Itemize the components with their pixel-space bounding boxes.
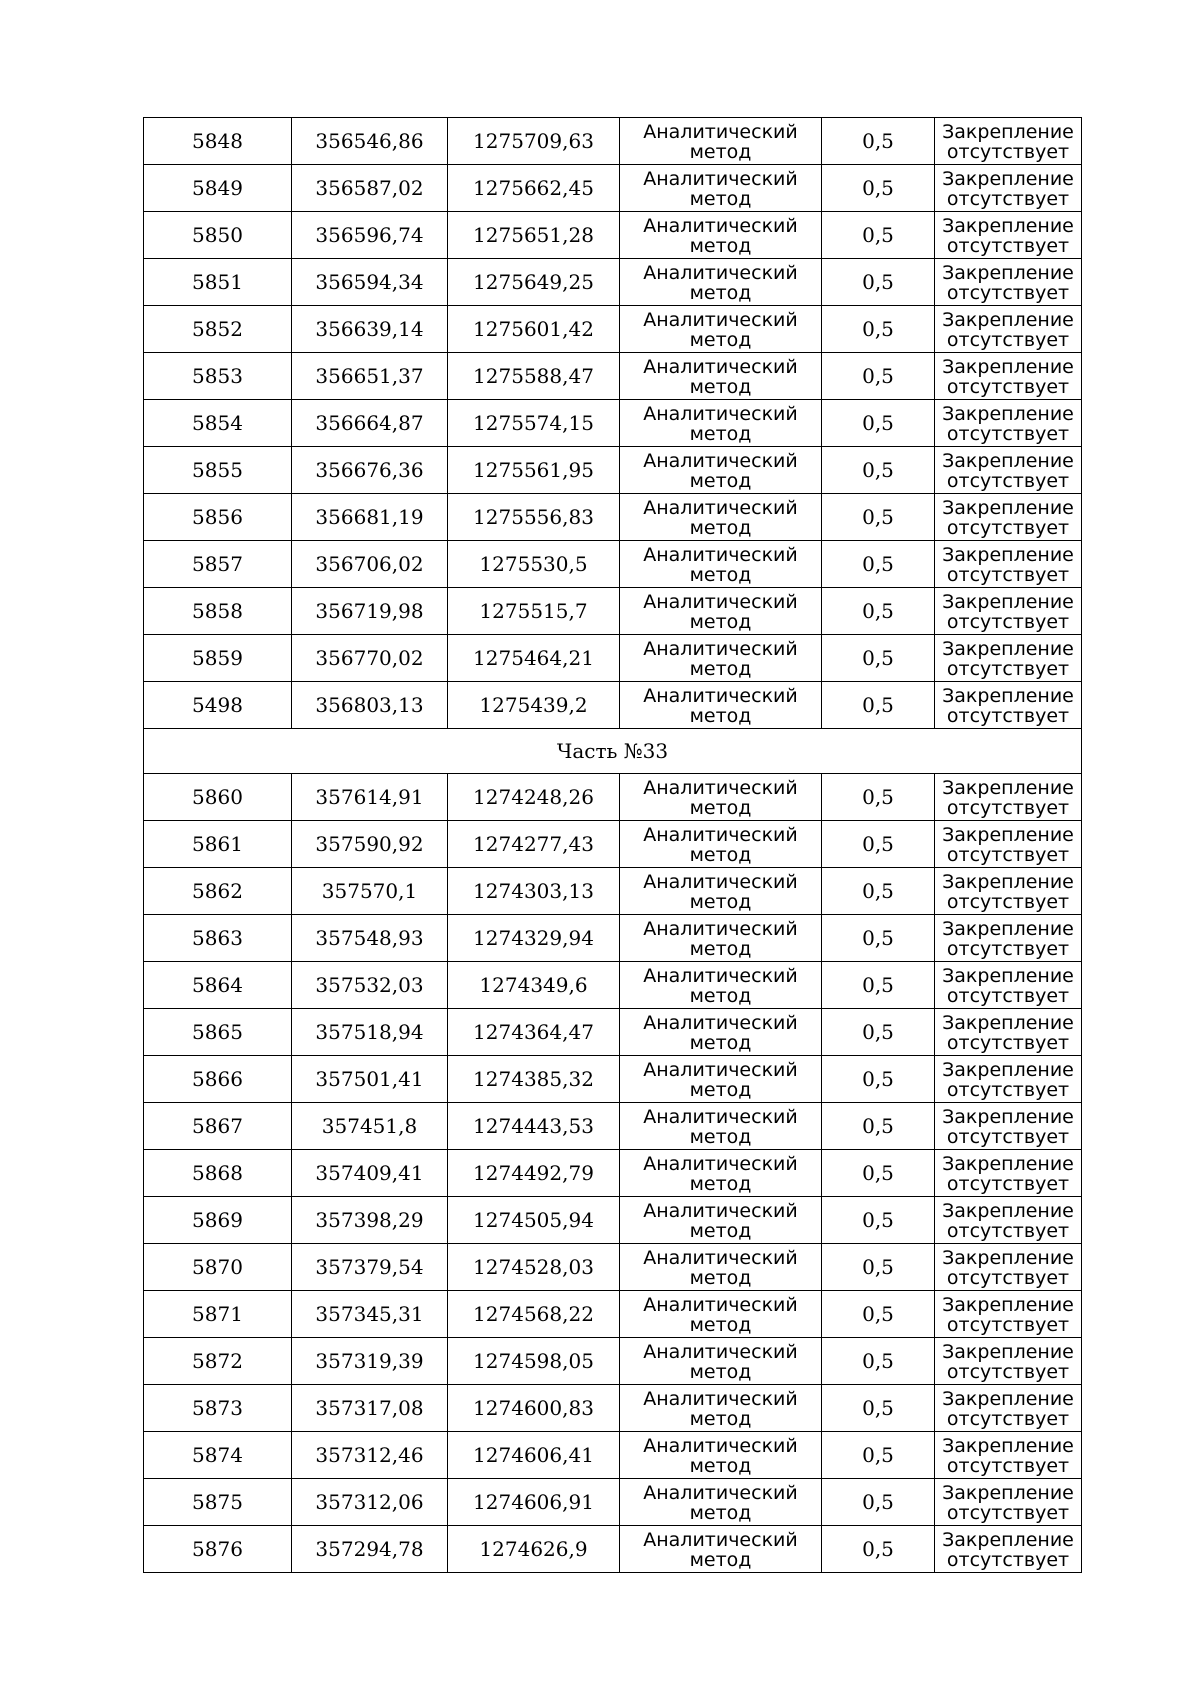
table-row xyxy=(144,1056,1082,1103)
cell-coordinate-x: 357317,08 xyxy=(292,1385,448,1432)
table-row xyxy=(144,1385,1082,1432)
table-row xyxy=(144,1432,1082,1479)
cell-method: Аналитический метод xyxy=(620,1244,822,1291)
cell-fixing: Закрепление отсутствует xyxy=(935,212,1082,259)
table-row xyxy=(144,1526,1082,1573)
cell-method: Аналитический метод xyxy=(620,1197,822,1244)
cell-coordinate-x: 357398,29 xyxy=(292,1197,448,1244)
cell-coordinate-x: 356587,02 xyxy=(292,165,448,212)
cell-fixing: Закрепление отсутствует xyxy=(935,1479,1082,1526)
cell-coordinate-x: 357409,41 xyxy=(292,1150,448,1197)
cell-accuracy: 0,5 xyxy=(822,821,935,868)
cell-accuracy: 0,5 xyxy=(822,259,935,306)
cell-point-number: 5861 xyxy=(144,821,292,868)
cell-method: Аналитический метод xyxy=(620,1385,822,1432)
cell-fixing: Закрепление отсутствует xyxy=(935,774,1082,821)
cell-coordinate-y: 1274568,22 xyxy=(448,1291,620,1338)
cell-coordinate-y: 1275556,83 xyxy=(448,494,620,541)
cell-coordinate-x: 357312,46 xyxy=(292,1432,448,1479)
cell-fixing: Закрепление отсутствует xyxy=(935,1385,1082,1432)
cell-coordinate-x: 356664,87 xyxy=(292,400,448,447)
cell-point-number: 5867 xyxy=(144,1103,292,1150)
cell-accuracy: 0,5 xyxy=(822,682,935,729)
cell-coordinate-y: 1275649,25 xyxy=(448,259,620,306)
cell-point-number: 5850 xyxy=(144,212,292,259)
table-row xyxy=(144,1103,1082,1150)
cell-method: Аналитический метод xyxy=(620,306,822,353)
table-row xyxy=(144,588,1082,635)
cell-point-number: 5859 xyxy=(144,635,292,682)
table-row xyxy=(144,1479,1082,1526)
table-row xyxy=(144,212,1082,259)
cell-accuracy: 0,5 xyxy=(822,1009,935,1056)
section-label: Часть №33 xyxy=(144,729,1082,774)
cell-coordinate-x: 356651,37 xyxy=(292,353,448,400)
cell-method: Аналитический метод xyxy=(620,962,822,1009)
cell-coordinate-x: 357319,39 xyxy=(292,1338,448,1385)
section-header-row xyxy=(144,729,1082,774)
cell-method: Аналитический метод xyxy=(620,774,822,821)
cell-coordinate-x: 356594,34 xyxy=(292,259,448,306)
cell-accuracy: 0,5 xyxy=(822,1150,935,1197)
cell-point-number: 5868 xyxy=(144,1150,292,1197)
cell-coordinate-x: 356803,13 xyxy=(292,682,448,729)
cell-method: Аналитический метод xyxy=(620,447,822,494)
cell-coordinate-y: 1274492,79 xyxy=(448,1150,620,1197)
cell-fixing: Закрепление отсутствует xyxy=(935,541,1082,588)
cell-accuracy: 0,5 xyxy=(822,868,935,915)
cell-accuracy: 0,5 xyxy=(822,1291,935,1338)
cell-fixing: Закрепление отсутствует xyxy=(935,447,1082,494)
cell-accuracy: 0,5 xyxy=(822,1056,935,1103)
cell-accuracy: 0,5 xyxy=(822,774,935,821)
cell-coordinate-y: 1274598,05 xyxy=(448,1338,620,1385)
cell-fixing: Закрепление отсутствует xyxy=(935,1244,1082,1291)
cell-method: Аналитический метод xyxy=(620,682,822,729)
cell-method: Аналитический метод xyxy=(620,400,822,447)
cell-accuracy: 0,5 xyxy=(822,353,935,400)
cell-fixing: Закрепление отсутствует xyxy=(935,118,1082,165)
cell-accuracy: 0,5 xyxy=(822,1244,935,1291)
cell-coordinate-y: 1275464,21 xyxy=(448,635,620,682)
table-row xyxy=(144,1150,1082,1197)
cell-fixing: Закрепление отсутствует xyxy=(935,494,1082,541)
cell-point-number: 5854 xyxy=(144,400,292,447)
cell-point-number: 5866 xyxy=(144,1056,292,1103)
table-row xyxy=(144,306,1082,353)
cell-accuracy: 0,5 xyxy=(822,962,935,1009)
table-row xyxy=(144,635,1082,682)
cell-accuracy: 0,5 xyxy=(822,1103,935,1150)
cell-point-number: 5851 xyxy=(144,259,292,306)
cell-fixing: Закрепление отсутствует xyxy=(935,1009,1082,1056)
cell-method: Аналитический метод xyxy=(620,1338,822,1385)
cell-accuracy: 0,5 xyxy=(822,1432,935,1479)
cell-point-number: 5858 xyxy=(144,588,292,635)
cell-method: Аналитический метод xyxy=(620,541,822,588)
cell-point-number: 5860 xyxy=(144,774,292,821)
cell-fixing: Закрепление отсутствует xyxy=(935,353,1082,400)
table-row xyxy=(144,1197,1082,1244)
cell-point-number: 5875 xyxy=(144,1479,292,1526)
cell-accuracy: 0,5 xyxy=(822,447,935,494)
cell-point-number: 5498 xyxy=(144,682,292,729)
cell-coordinate-y: 1274606,41 xyxy=(448,1432,620,1479)
cell-accuracy: 0,5 xyxy=(822,1479,935,1526)
cell-coordinate-x: 357570,1 xyxy=(292,868,448,915)
table-row xyxy=(144,821,1082,868)
table-row xyxy=(144,165,1082,212)
cell-coordinate-y: 1275588,47 xyxy=(448,353,620,400)
cell-accuracy: 0,5 xyxy=(822,165,935,212)
cell-coordinate-y: 1274364,47 xyxy=(448,1009,620,1056)
cell-coordinate-y: 1274385,32 xyxy=(448,1056,620,1103)
coordinates-table-body xyxy=(144,118,1082,1573)
cell-fixing: Закрепление отсутствует xyxy=(935,1432,1082,1479)
cell-coordinate-y: 1275515,7 xyxy=(448,588,620,635)
cell-method: Аналитический метод xyxy=(620,1526,822,1573)
cell-coordinate-x: 357614,91 xyxy=(292,774,448,821)
table-row xyxy=(144,915,1082,962)
table-row xyxy=(144,1244,1082,1291)
cell-coordinate-x: 357379,54 xyxy=(292,1244,448,1291)
cell-method: Аналитический метод xyxy=(620,1009,822,1056)
cell-fixing: Закрепление отсутствует xyxy=(935,1291,1082,1338)
cell-point-number: 5857 xyxy=(144,541,292,588)
cell-coordinate-y: 1275530,5 xyxy=(448,541,620,588)
cell-accuracy: 0,5 xyxy=(822,1526,935,1573)
cell-fixing: Закрепление отсутствует xyxy=(935,400,1082,447)
coordinates-table xyxy=(143,117,1082,1573)
table-row xyxy=(144,1291,1082,1338)
cell-point-number: 5855 xyxy=(144,447,292,494)
table-row xyxy=(144,774,1082,821)
cell-method: Аналитический метод xyxy=(620,915,822,962)
cell-method: Аналитический метод xyxy=(620,1479,822,1526)
cell-point-number: 5869 xyxy=(144,1197,292,1244)
cell-point-number: 5870 xyxy=(144,1244,292,1291)
cell-coordinate-y: 1275651,28 xyxy=(448,212,620,259)
cell-point-number: 5872 xyxy=(144,1338,292,1385)
cell-coordinate-x: 357451,8 xyxy=(292,1103,448,1150)
cell-coordinate-y: 1275662,45 xyxy=(448,165,620,212)
cell-accuracy: 0,5 xyxy=(822,306,935,353)
cell-point-number: 5876 xyxy=(144,1526,292,1573)
cell-fixing: Закрепление отсутствует xyxy=(935,682,1082,729)
cell-point-number: 5871 xyxy=(144,1291,292,1338)
cell-fixing: Закрепление отсутствует xyxy=(935,1103,1082,1150)
cell-coordinate-x: 357312,06 xyxy=(292,1479,448,1526)
cell-method: Аналитический метод xyxy=(620,1150,822,1197)
table-row xyxy=(144,541,1082,588)
table-row xyxy=(144,400,1082,447)
cell-coordinate-x: 357532,03 xyxy=(292,962,448,1009)
cell-coordinate-x: 356596,74 xyxy=(292,212,448,259)
table-row xyxy=(144,1009,1082,1056)
cell-point-number: 5856 xyxy=(144,494,292,541)
cell-coordinate-y: 1274303,13 xyxy=(448,868,620,915)
cell-fixing: Закрепление отсутствует xyxy=(935,1150,1082,1197)
cell-point-number: 5848 xyxy=(144,118,292,165)
cell-method: Аналитический метод xyxy=(620,1291,822,1338)
cell-coordinate-y: 1275574,15 xyxy=(448,400,620,447)
cell-coordinate-x: 357518,94 xyxy=(292,1009,448,1056)
table-row xyxy=(144,868,1082,915)
cell-fixing: Закрепление отсутствует xyxy=(935,588,1082,635)
cell-fixing: Закрепление отсутствует xyxy=(935,1197,1082,1244)
cell-coordinate-x: 356719,98 xyxy=(292,588,448,635)
cell-accuracy: 0,5 xyxy=(822,494,935,541)
cell-coordinate-x: 357501,41 xyxy=(292,1056,448,1103)
cell-method: Аналитический метод xyxy=(620,821,822,868)
cell-accuracy: 0,5 xyxy=(822,400,935,447)
cell-method: Аналитический метод xyxy=(620,259,822,306)
cell-fixing: Закрепление отсутствует xyxy=(935,868,1082,915)
cell-method: Аналитический метод xyxy=(620,588,822,635)
cell-point-number: 5864 xyxy=(144,962,292,1009)
cell-method: Аналитический метод xyxy=(620,868,822,915)
cell-coordinate-y: 1275561,95 xyxy=(448,447,620,494)
cell-coordinate-y: 1274443,53 xyxy=(448,1103,620,1150)
cell-accuracy: 0,5 xyxy=(822,1197,935,1244)
table-row xyxy=(144,259,1082,306)
cell-fixing: Закрепление отсутствует xyxy=(935,1338,1082,1385)
cell-fixing: Закрепление отсутствует xyxy=(935,1526,1082,1573)
cell-coordinate-y: 1274528,03 xyxy=(448,1244,620,1291)
cell-accuracy: 0,5 xyxy=(822,212,935,259)
cell-coordinate-x: 357590,92 xyxy=(292,821,448,868)
cell-fixing: Закрепление отсутствует xyxy=(935,306,1082,353)
cell-coordinate-x: 356639,14 xyxy=(292,306,448,353)
cell-point-number: 5853 xyxy=(144,353,292,400)
cell-coordinate-y: 1274626,9 xyxy=(448,1526,620,1573)
cell-coordinate-x: 357548,93 xyxy=(292,915,448,962)
cell-accuracy: 0,5 xyxy=(822,1385,935,1432)
cell-fixing: Закрепление отсутствует xyxy=(935,165,1082,212)
cell-point-number: 5865 xyxy=(144,1009,292,1056)
cell-method: Аналитический метод xyxy=(620,1056,822,1103)
cell-coordinate-y: 1274248,26 xyxy=(448,774,620,821)
table-row xyxy=(144,118,1082,165)
cell-coordinate-x: 357345,31 xyxy=(292,1291,448,1338)
cell-coordinate-x: 356770,02 xyxy=(292,635,448,682)
cell-fixing: Закрепление отсутствует xyxy=(935,259,1082,306)
cell-fixing: Закрепление отсутствует xyxy=(935,1056,1082,1103)
cell-coordinate-y: 1274329,94 xyxy=(448,915,620,962)
cell-method: Аналитический метод xyxy=(620,1432,822,1479)
cell-accuracy: 0,5 xyxy=(822,541,935,588)
cell-coordinate-y: 1274349,6 xyxy=(448,962,620,1009)
cell-accuracy: 0,5 xyxy=(822,588,935,635)
table-row xyxy=(144,447,1082,494)
cell-accuracy: 0,5 xyxy=(822,635,935,682)
cell-method: Аналитический метод xyxy=(620,353,822,400)
cell-fixing: Закрепление отсутствует xyxy=(935,635,1082,682)
cell-method: Аналитический метод xyxy=(620,635,822,682)
cell-method: Аналитический метод xyxy=(620,165,822,212)
cell-coordinate-x: 356676,36 xyxy=(292,447,448,494)
cell-method: Аналитический метод xyxy=(620,118,822,165)
table-row xyxy=(144,353,1082,400)
cell-coordinate-y: 1274277,43 xyxy=(448,821,620,868)
cell-point-number: 5852 xyxy=(144,306,292,353)
table-row xyxy=(144,1338,1082,1385)
cell-coordinate-x: 357294,78 xyxy=(292,1526,448,1573)
cell-point-number: 5849 xyxy=(144,165,292,212)
cell-fixing: Закрепление отсутствует xyxy=(935,915,1082,962)
cell-accuracy: 0,5 xyxy=(822,118,935,165)
cell-point-number: 5862 xyxy=(144,868,292,915)
cell-point-number: 5873 xyxy=(144,1385,292,1432)
cell-coordinate-y: 1275601,42 xyxy=(448,306,620,353)
cell-coordinate-y: 1274505,94 xyxy=(448,1197,620,1244)
cell-point-number: 5874 xyxy=(144,1432,292,1479)
cell-coordinate-x: 356546,86 xyxy=(292,118,448,165)
cell-accuracy: 0,5 xyxy=(822,915,935,962)
cell-point-number: 5863 xyxy=(144,915,292,962)
cell-accuracy: 0,5 xyxy=(822,1338,935,1385)
table-row xyxy=(144,494,1082,541)
table-row xyxy=(144,962,1082,1009)
cell-fixing: Закрепление отсутствует xyxy=(935,962,1082,1009)
cell-fixing: Закрепление отсутствует xyxy=(935,821,1082,868)
cell-coordinate-y: 1275709,63 xyxy=(448,118,620,165)
table-row xyxy=(144,682,1082,729)
cell-method: Аналитический метод xyxy=(620,212,822,259)
cell-coordinate-y: 1274606,91 xyxy=(448,1479,620,1526)
cell-coordinate-y: 1274600,83 xyxy=(448,1385,620,1432)
cell-method: Аналитический метод xyxy=(620,1103,822,1150)
cell-coordinate-x: 356681,19 xyxy=(292,494,448,541)
cell-method: Аналитический метод xyxy=(620,494,822,541)
cell-coordinate-y: 1275439,2 xyxy=(448,682,620,729)
cell-coordinate-x: 356706,02 xyxy=(292,541,448,588)
